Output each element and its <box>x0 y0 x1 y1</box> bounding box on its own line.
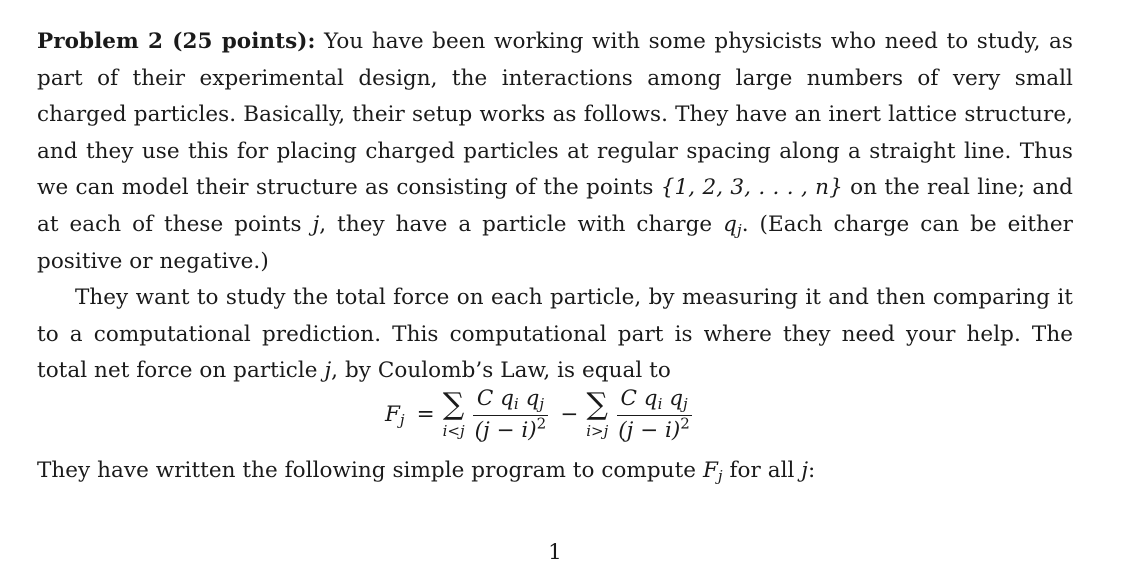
equals-sign: = <box>416 401 435 427</box>
math-var-j: j <box>324 358 332 384</box>
fraction-left <box>471 386 551 443</box>
paragraph-text: , they have a particle with charge <box>319 211 724 237</box>
summation-right <box>586 386 609 440</box>
math-var-j: j <box>312 211 320 237</box>
summation-left <box>442 386 465 440</box>
paragraph-text: on the real line; and at each of these points <box>37 175 1073 237</box>
paragraph-text: for all <box>722 458 802 483</box>
paragraph-text: . (Each charge can be either positive or negative.) <box>37 211 1074 274</box>
fraction-right <box>614 386 694 443</box>
paragraph-text: You have been working with some physicists who need to study, as part of their experimental design, the interactions among large numbers of very small charged particles. Basically, their setup works as follows. They have an inert lattice structure, and they use this for placing charged particles at regular spacing along a straight line. Thus we can model their structure as consisting of the points <box>37 29 1074 201</box>
program-intro-line <box>37 453 1073 490</box>
fraction-numerator: C $q_i$ $q_j$ <box>473 386 548 416</box>
paragraph-text: They have written the following simple program to compute <box>37 458 703 483</box>
fraction-numerator: C $q_i$ $q_j$ <box>617 386 692 416</box>
sigma-symbol: ∑ <box>586 386 608 422</box>
sigma-symbol: ∑ <box>442 386 465 422</box>
coulomb-force-equation <box>37 360 1073 468</box>
page-number: 1 <box>548 540 562 565</box>
problem-heading: Problem 2 (25 points): <box>37 29 316 54</box>
paragraph-text: , by Coulomb’s Law, is equal to <box>331 358 671 384</box>
math-force-F: $F_j$ <box>702 458 723 485</box>
document-page <box>37 24 1074 565</box>
equation-row <box>385 360 698 468</box>
minus-sign: − <box>560 401 579 427</box>
equation-lhs: $F_j$ <box>385 401 405 429</box>
sum-index: i<j <box>442 421 465 440</box>
math-var-j: j <box>801 458 809 483</box>
paragraph-text: They want to study the total force on each particle, by measuring it and then comparing it to a computational prediction. This computational part is where they need your help. The total net force on particle <box>37 285 1073 384</box>
point-set: {1, 2, 3, . . . , n} <box>660 175 843 201</box>
paragraph-text: : <box>808 458 816 483</box>
fraction-denominator: $(j - i)^2$ <box>618 414 690 443</box>
sum-index: i>j <box>586 421 609 440</box>
problem-paragraph-1 <box>37 24 1073 280</box>
fraction-denominator: $(j - i)^2$ <box>474 414 547 443</box>
math-charge-q: $q_j$ <box>723 211 742 239</box>
